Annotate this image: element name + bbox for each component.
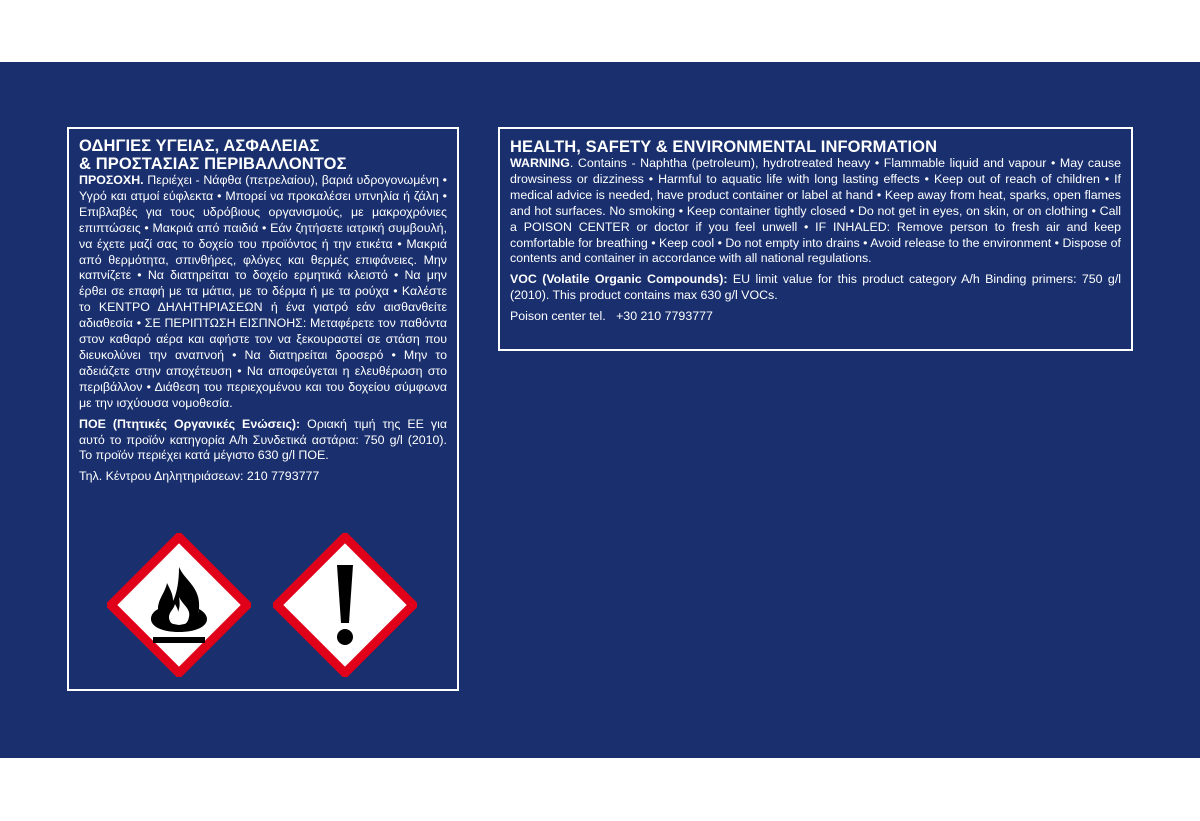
english-warning-label: WARNING — [510, 156, 570, 170]
english-poison-center: Poison center tel. +30 210 7793777 — [510, 309, 713, 324]
exclamation-hazard-icon — [273, 533, 417, 677]
greek-voc-label: ΠΟΕ (Πτητικές Οργανικές Ενώσεις): — [79, 416, 301, 431]
english-warning-text: . Contains - Naphtha (petroleum), hydrotreated heavy • Flammable liquid and vapour • May cause drowsiness or dizziness • Harmful to aquatic life with long lasting effects • Keep out of reach of children • If medical advice is needed, have product container or label at hand • Keep away from heat, sparks, open flames and hot surfaces. No smoking • Keep container tightly closed • Do not get in eyes, on skin, or on clothing • Call a POISON CENTER or doctor if you feel unwell • IF INHALED: Remove person to fresh air and keep comfortable for breathing • Keep cool • Do not empty into drains • Avoid release to the environment • Dispose of contents and container in accordance with all national regulations. — [510, 156, 1121, 266]
greek-info-panel — [67, 127, 459, 691]
greek-title: ΟΔΗΓΙΕΣ ΥΓΕΙΑΣ, ΑΣΦΑΛΕΙΑΣ & ΠΡΟΣΤΑΣΙΑΣ ΠΕΡΙΒΑΛΛΟΝΤΟΣ — [79, 137, 347, 173]
greek-voc-paragraph — [79, 417, 447, 465]
english-title: HEALTH, SAFETY & ENVIRONMENTAL INFORMATION — [510, 138, 938, 156]
english-voc-paragraph — [510, 272, 1121, 304]
greek-warning-label: ΠΡΟΣΟΧΗ. — [79, 173, 144, 187]
english-warning-paragraph — [510, 156, 1121, 267]
english-voc-text: EU limit value for this product category A/h Binding primers: 750 g/l (2010). This product contains max 630 g/l VOCs. — [510, 272, 1122, 303]
english-info-panel — [498, 127, 1133, 351]
english-voc-label: VOC (Volatile Organic Compounds): — [510, 272, 728, 287]
greek-poison-center: Τηλ. Κέντρου Δηλητηριάσεων: 210 7793777 — [79, 469, 320, 484]
greek-voc-text: Οριακή τιμή της ΕΕ για αυτό το προϊόν κατηγορία Α/h Συνδετικά αστάρια: 750 g/l (2010). Το προϊόν περιέχει κατά μέγιστο 630 g/l ΠΟΕ. — [79, 416, 447, 463]
greek-warning-text: Περιέχει - Νάφθα (πετρελαίου), βαριά υδρογονωμένη • Υγρό και ατμοί εύφλεκτα • Μπορεί να προκαλέσει υπνηλία ή ζάλη • Επιβλαβές για τους υδρόβιους οργανισμούς, με μακροχρόνιες επιπτώσεις • Μακριά από παιδιά • Εάν ζητήσετε ιατρική συμβουλή, να έχετε μαζί σας το δοχείο του προϊόντος ή την ετικέτα • Μακριά από θερμότητα, σπινθήρες, φλόγες και θερμές επιφάνειες. Μην καπνίζετε • Να διατηρείται το δοχείο ερμητικά κλειστό • Να μην έρθει σε επαφή με τα μάτια, με το δέρμα ή με τα ρούχα • Καλέστε το ΚΕΝΤΡΟ ΔΗΛΗΤΗΡΙΑΣΕΩΝ ή ένα γιατρό εάν αισθανθείτε αδιαθεσία • ΣΕ ΠΕΡΙΠΤΩΣΗ ΕΙΣΠΝΟΗΣ: Μεταφέρετε τον παθόντα στον καθαρό αέρα και αφήστε τον να ξεκουραστεί σε στάση που διευκολύνει την αναπνοή • Να διατηρείται δροσερό • Μην το αδειάζετε στην αποχέτευση • Να αποφεύγεται η ελευθέρωση στο περιβάλλον • Διάθεση του περιεχομένου και του δοχείου σύμφωνα με την ισχύουσα νομοθεσία. — [79, 173, 447, 410]
hazard-pictograms — [107, 533, 427, 653]
flame-hazard-icon — [107, 533, 251, 677]
greek-warning-paragraph — [79, 173, 447, 412]
